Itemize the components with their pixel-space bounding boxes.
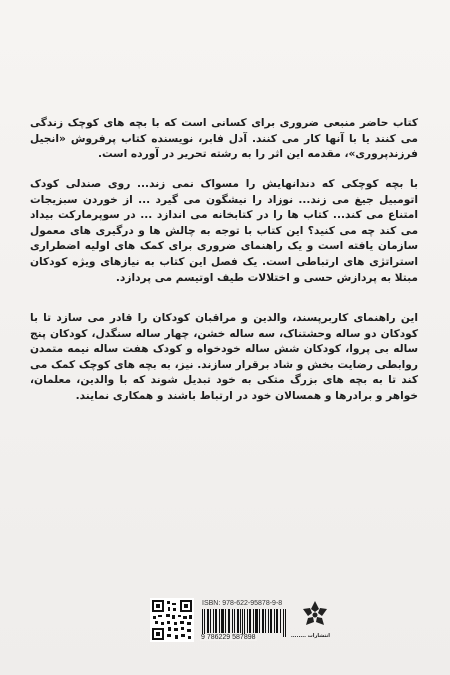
isbn-label: ISBN: 978-622-95878-9-8	[202, 600, 283, 607]
publisher-name: انتشارات ........	[290, 633, 330, 639]
barcode-icon	[202, 609, 286, 637]
star-logo-icon	[300, 600, 330, 632]
description-paragraph-1: کتاب حاضر منبعی ضروری برای کسانی است که با بچه های کوچک زندگی می کنند یا با آنها کار می کنند. آدل فابر، نویسنده کتاب پرفروش «انجیل فرزندپروری»، مقدمه این اثر را به رشته تحریر در آورده است.	[30, 117, 418, 161]
isbn-area	[150, 598, 290, 643]
description-paragraph-3: این راهنمای کاربرپسند، والدین و مراقبان کودکان را قادر می سازد تا با کودکان دو ساله وحشتناک، سه ساله خشن، چهار ساله سنگدل، کودکان پنج ساله بی پروا، کودکان شش ساله خودخواه و کودک هفت ساله نیمه متمدن روابطی رضایت بخش و شاد برقرار سازند. نیز، به بچه های کوچک کمک می کند تا به بچه های بزرگ متکی به خود تبدیل شوند که با والدین، معلمان، خواهر و برادرها و همسالان خود در ارتباط باشند و همکاری نمایند.	[30, 312, 418, 402]
barcode-number: 9 786229 587898	[201, 634, 256, 641]
publisher-logo	[290, 600, 330, 642]
description-paragraph-2: با بچه کوچکی که دندانهایش را مسواک نمی زند... روی صندلی کودک اتومبیل جیغ می زند... نوزاد را نیشگون می گیرد ... از خوردن سبزیجات امتناع می کند... کتاب ها را در کتابخانه می اندازد ... در سوپرمارکت بیداد می کند چه می کنید؟ این کتاب با توجه به چالش ها و درگیری های معمول سازمان یافته است و یک راهنمای ضروری برای کمک های اولیه اضطراری استراتژی های ارتباطی است. یک فصل این کتاب به نیازهای ویژه کودکان مبتلا به پردازش حسی و اختلالات طیف اوتیسم می پردازد.	[30, 178, 418, 284]
qr-code-icon	[150, 598, 194, 642]
